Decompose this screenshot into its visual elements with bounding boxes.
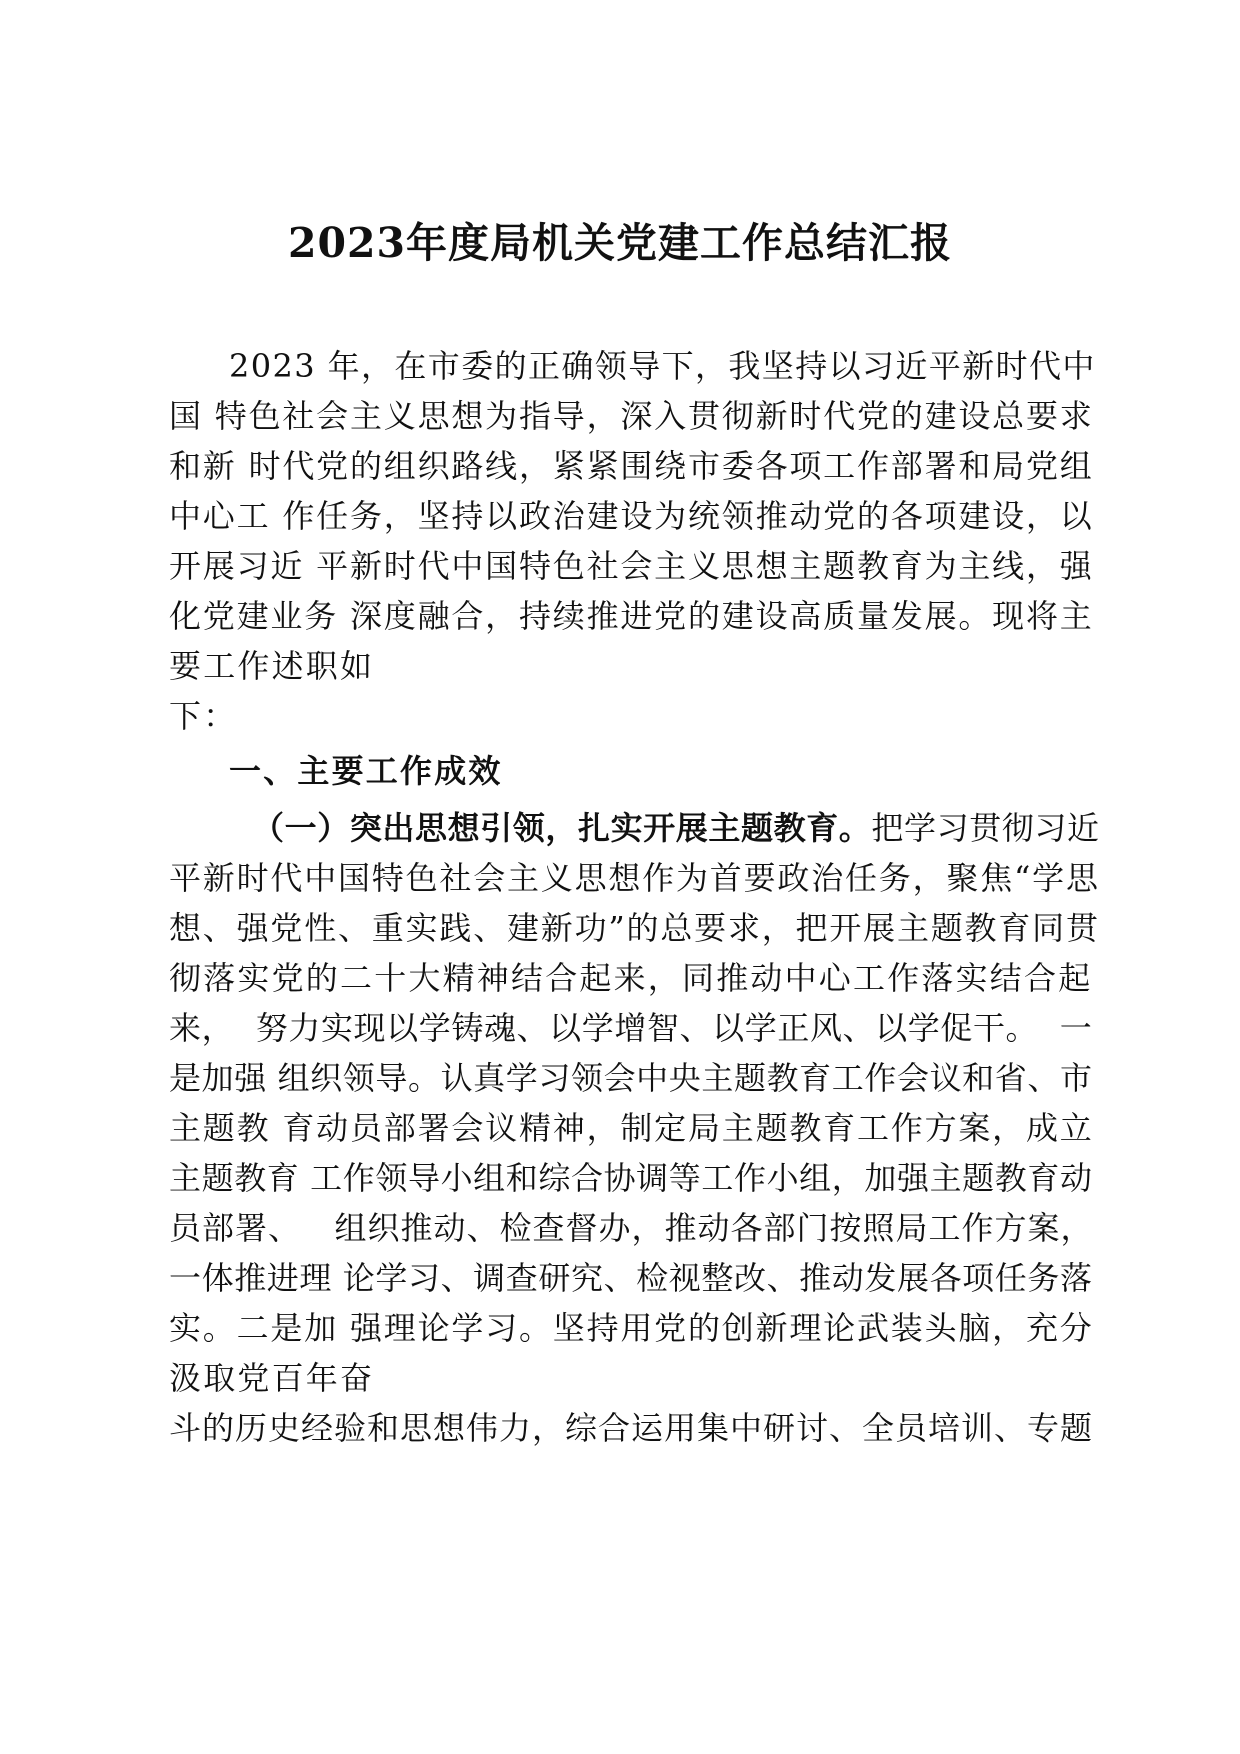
paragraph-line: 斗的历史经验和思想伟力，综合运用集中研讨、全员培训、专题 <box>169 1409 1094 1447</box>
paragraph-line: 彻落实党的二十大精神结合起来，同推动中心工作落实结合起 <box>169 959 1093 997</box>
paragraph-line: 想、强党性、重实践、建新功”的总要求，把开展主题教育同贯 <box>169 909 1100 947</box>
paragraph-line: 下： <box>169 697 238 735</box>
document-title: 2023年度局机关党建工作总结汇报 <box>287 219 953 267</box>
paragraph-line: 化党建业务 深度融合，持续推进党的建设高质量发展。现将主 <box>169 597 1094 635</box>
paragraph-line: 汲取党百年奋 <box>169 1359 375 1397</box>
paragraph-line: 实。二是加 强理论学习。坚持用党的创新理论武装头脑，充分 <box>169 1309 1094 1347</box>
paragraph-line: 和新 时代党的组织路线，紧紧围绕市委各项工作部署和局党组 <box>169 447 1094 485</box>
paragraph-line: 员部署、 组织推动、检查督办，推动各部门按照局工作方案， <box>169 1209 1094 1247</box>
paragraph-line: 开展习近 平新时代中国特色社会主义思想主题教育为主线，强 <box>169 547 1094 585</box>
paragraph-line: 主题教育 工作领导小组和综合协调等工作小组，加强主题教育动 <box>169 1159 1093 1197</box>
paragraph-line: 是加强 组织领导。认真学习领会中央主题教育工作会议和省、市 <box>169 1059 1093 1097</box>
subsection-heading: （一）突出思想引领，扎实开展主题教育。 <box>252 809 872 847</box>
paragraph-line: 平新时代中国特色社会主义思想作为首要政治任务，聚焦“学思 <box>169 859 1100 897</box>
paragraph-line: 来， 努力实现以学铸魂、以学增智、以学正风、以学促干。 一 <box>169 1009 1093 1047</box>
subsection-first-line-text: 把学习贯彻习近 <box>871 809 1100 847</box>
paragraph-line: 中心工 作任务，坚持以政治建设为统领推动党的各项建设，以 <box>169 497 1094 535</box>
paragraph-line: 国 特色社会主义思想为指导，深入贯彻新时代党的建设总要求 <box>169 397 1094 435</box>
paragraph-line: 主题教 育动员部署会议精神，制定局主题教育工作方案，成立 <box>169 1109 1094 1147</box>
paragraph-line: 要工作述职如 <box>169 647 375 685</box>
section-heading: 一、主要工作成效 <box>229 752 503 790</box>
paragraph-line: 一体推进理 论学习、调查研究、检视整改、推动发展各项任务落 <box>169 1259 1093 1297</box>
paragraph-line: 2023 年，在市委的正确领导下，我坚持以习近平新时代中 <box>229 347 1096 385</box>
subsection-first-line <box>252 808 1100 848</box>
